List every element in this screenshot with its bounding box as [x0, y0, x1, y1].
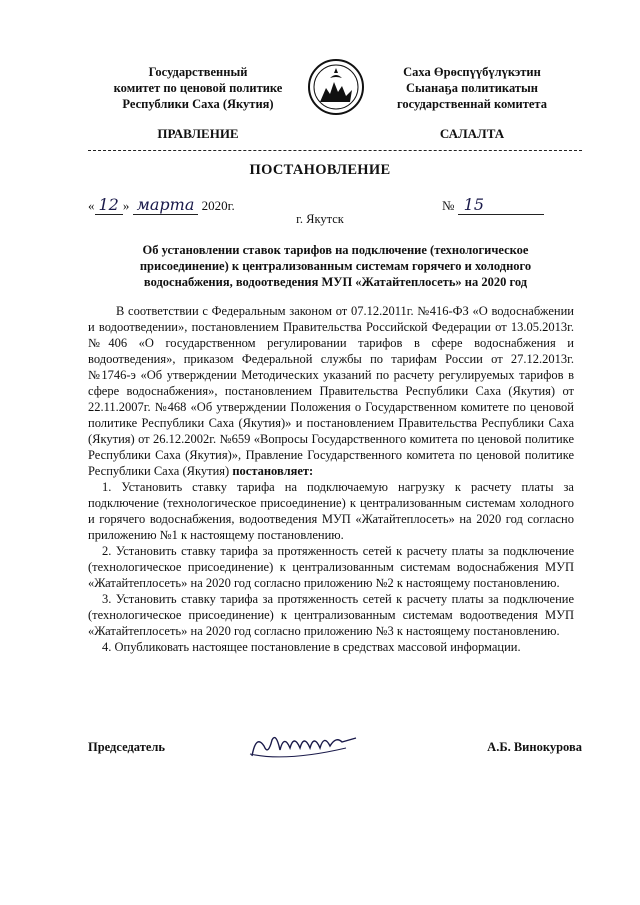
resolution-item-1: 1. Установить ставку тарифа на подключаемую нагрузку к расчету платы за подключение (технологическое присоединение) к централизованным системам холодного и горячего водоснабжения, водоотведения МУП «Жатайтеплосеть» на 2020 год согласно приложению №1 к настоящему постановлению.	[88, 480, 574, 542]
date-day: 12	[95, 195, 123, 215]
date-close-quote: »	[122, 198, 130, 213]
header-divider	[88, 150, 582, 151]
resolves-word: постановляет:	[232, 464, 314, 478]
document-type-title: ПОСТАНОВЛЕНИЕ	[249, 162, 391, 178]
document-body	[88, 303, 574, 655]
resolution-item-2: 2. Установить ставку тарифа за протяженность сетей к расчету платы за подключение (технологическое присоединение) к централизованным системам водоснабжения МУП «Жатайтеплосеть» на 2020 год согласно приложению №2 к настоящему постановлению.	[88, 544, 574, 590]
right-org-header	[372, 64, 572, 112]
left-org-header	[98, 64, 298, 112]
document-subject: Об установлении ставок тарифов на подключение (технологическое присоединение) к централизованным системам горячего и холодного водоснабжения, водоотведения МУП «Жатайтеплосеть» на 2020 год	[139, 243, 532, 289]
preamble-text: В соответствии с Федеральным законом от 07.12.2011г. №416-ФЗ «О водоснабжении и водоотведении», постановлением Правительства Российской Федерации от 13.05.2013г. №406 «О государственном регулировании тарифов в сфере водоснабжения и водоотведения», приказом Федеральной службы по тарифам России от 27.12.2013г. №1746-э «Об утверждении Методических указаний по расчету регулируемых тарифов в сфере водоснабжения», постановлением Правительства Республики Саха (Якутия) от 22.11.2007г. №468 «Об утверждении Положения о Государственном комитете по ценовой политике Республики Саха (Якутия)» и постановлением Правительства Республики Саха (Якутия) от 26.12.2002г. №659 «Вопросы Государственного комитета по ценовой политике Республики Саха (Якутия)», Правление Государственного комитета по ценовой политике Республики Саха (Якутия)	[88, 304, 574, 478]
signatory-role: Председатель	[88, 740, 166, 754]
number-value: 15	[458, 195, 544, 215]
right-org-line-2: Сыанаҕа политикатын	[406, 81, 538, 95]
signatory-name: А.Б. Винокурова	[487, 740, 582, 754]
number-prefix: №	[442, 198, 455, 213]
date-month: марта	[133, 195, 199, 215]
handwritten-signature	[246, 726, 366, 766]
left-org-line-3: Республики Саха (Якутия)	[122, 97, 274, 111]
coat-of-arms-icon	[306, 58, 366, 116]
right-body-title: САЛАЛТА	[439, 126, 505, 141]
right-org-line-3: государственнай комитета	[397, 97, 547, 111]
date-year: 2020г.	[201, 198, 235, 213]
left-body-title: ПРАВЛЕНИЕ	[157, 126, 239, 141]
document-city: г. Якутск	[296, 212, 344, 226]
signature-block	[88, 740, 582, 780]
left-org-line-1: Государственный	[148, 65, 248, 79]
date-open-quote: «	[88, 198, 95, 213]
resolution-item-3: 3. Установить ставку тарифа за протяженность сетей к расчету платы за подключение (технологическое присоединение) к централизованным системам водоотведения МУП «Жатайтеплосеть» на 2020 год согласно приложению №3 к настоящему постановлению.	[88, 592, 574, 638]
right-org-line-1: Саха Өрөспүүбүлүкэтин	[403, 65, 541, 79]
left-org-line-2: комитет по ценовой политике	[113, 81, 283, 95]
preamble-paragraph	[88, 303, 574, 479]
resolution-item-4: 4. Опубликовать настоящее постановление в средствах массовой информации.	[102, 640, 521, 654]
